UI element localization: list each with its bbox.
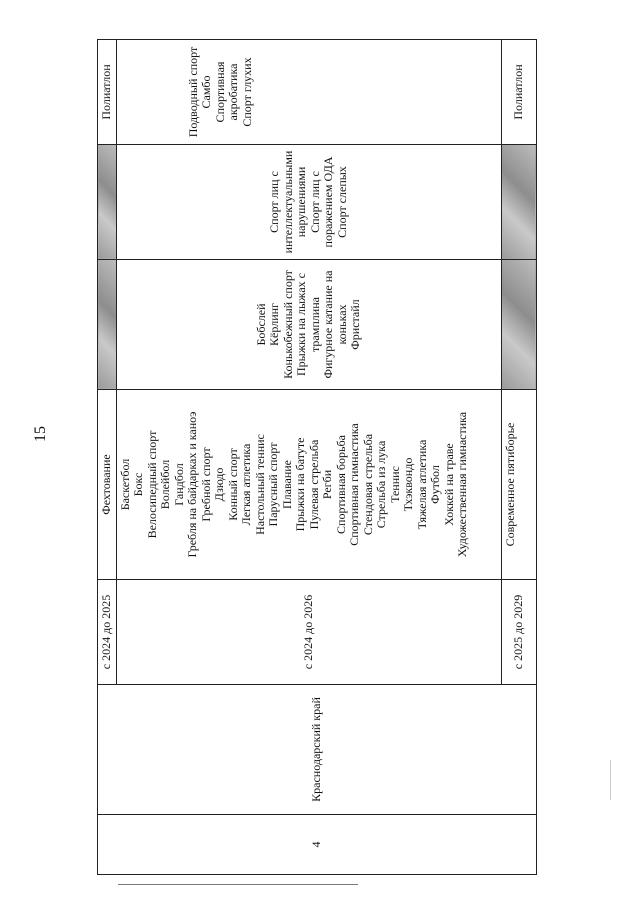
list-item: Регби: [320, 469, 334, 500]
row-number-cell: 4: [98, 815, 537, 875]
list-item: Велосипедный спорт: [144, 430, 159, 539]
rotated-table: [97, 40, 532, 875]
page-number: 15: [32, 426, 49, 442]
list-item: Стрельба из лука: [374, 440, 388, 529]
list-item: Бобслей: [253, 303, 268, 346]
adaptive-cell: [501, 145, 536, 260]
adaptive-sports-cell: [116, 145, 501, 260]
list-item: Спорт лиц с поражением ОДА: [307, 156, 335, 248]
list-item: Спорт слепых: [334, 166, 349, 238]
winter-sports-cell: [116, 260, 501, 390]
table-row: [98, 40, 117, 875]
other-cell: Полиатлон: [98, 40, 117, 145]
list-item: Самбо: [199, 75, 213, 109]
list-item: Конькобежный спорт: [280, 270, 295, 379]
list-item: Спортивная борьба: [333, 435, 348, 534]
list-item: Спорт лиц с интеллектуальными нарушениями: [267, 150, 308, 254]
region-cell: Краснодарский край: [98, 685, 537, 815]
period-cell: с 2024 до 2026: [116, 580, 501, 685]
list-item: Кёрлинг: [267, 303, 281, 346]
list-item: Тяжелая атлетика: [414, 439, 429, 530]
list-item: Волейбол: [158, 459, 172, 510]
list-item: Гребной спорт: [198, 447, 213, 522]
list-item: Гандбол: [171, 463, 186, 506]
list-item: Пулевая стрельба: [306, 439, 321, 530]
list-item: Настольный теннис: [252, 434, 267, 535]
summer-sports-cell: [116, 390, 501, 580]
winter-cell: [501, 260, 536, 390]
other-cell: Полиатлон: [501, 40, 536, 145]
scan-mark: [610, 760, 611, 800]
list-item: Фигурное катание на коньках: [321, 270, 349, 379]
list-item: Спортивная гимнастика: [347, 423, 361, 546]
list-item: Хоккей на траве: [441, 443, 456, 526]
list-item: Парусный спорт: [266, 442, 280, 527]
list-item: Спортивная акробатика: [212, 61, 240, 123]
rotated-table-container: [97, 40, 532, 875]
winter-cell: [98, 260, 117, 390]
summer-cell: Фехтование: [98, 390, 117, 580]
list-item: Гребля на байдарках и каноэ: [185, 411, 199, 558]
list-item: Дзюдо: [212, 467, 226, 502]
list-item: Подводный спорт: [185, 46, 200, 138]
list-item: Плавание: [279, 460, 294, 509]
list-item: Стендовая стрельба: [360, 433, 375, 536]
list-item: Легкая атлетика: [239, 443, 253, 526]
summer-cell: Современное пятиборье: [501, 390, 536, 580]
list-item: Фристайл: [348, 299, 362, 350]
period-cell: с 2025 до 2029: [501, 580, 536, 685]
period-cell: с 2024 до 2025: [98, 580, 117, 685]
sports-table: [97, 39, 537, 875]
list-item: Прыжки на лыжах с трамплина: [294, 273, 322, 377]
list-item: Бокс: [131, 472, 145, 497]
list-item: Тхэквондо: [401, 457, 415, 512]
list-item: Прыжки на батуте: [293, 437, 307, 532]
list-item: Художественная гимнастика: [455, 411, 469, 558]
list-item: Теннис: [387, 466, 402, 503]
list-item: Спорт глухих: [239, 57, 254, 127]
list-item: Футбол: [428, 465, 442, 504]
list-item: Баскетбол: [117, 458, 132, 511]
list-item: Конный спорт: [225, 448, 240, 521]
other-sports-cell: [116, 40, 501, 145]
bottom-rule: [118, 884, 358, 885]
adaptive-cell: [98, 145, 117, 260]
